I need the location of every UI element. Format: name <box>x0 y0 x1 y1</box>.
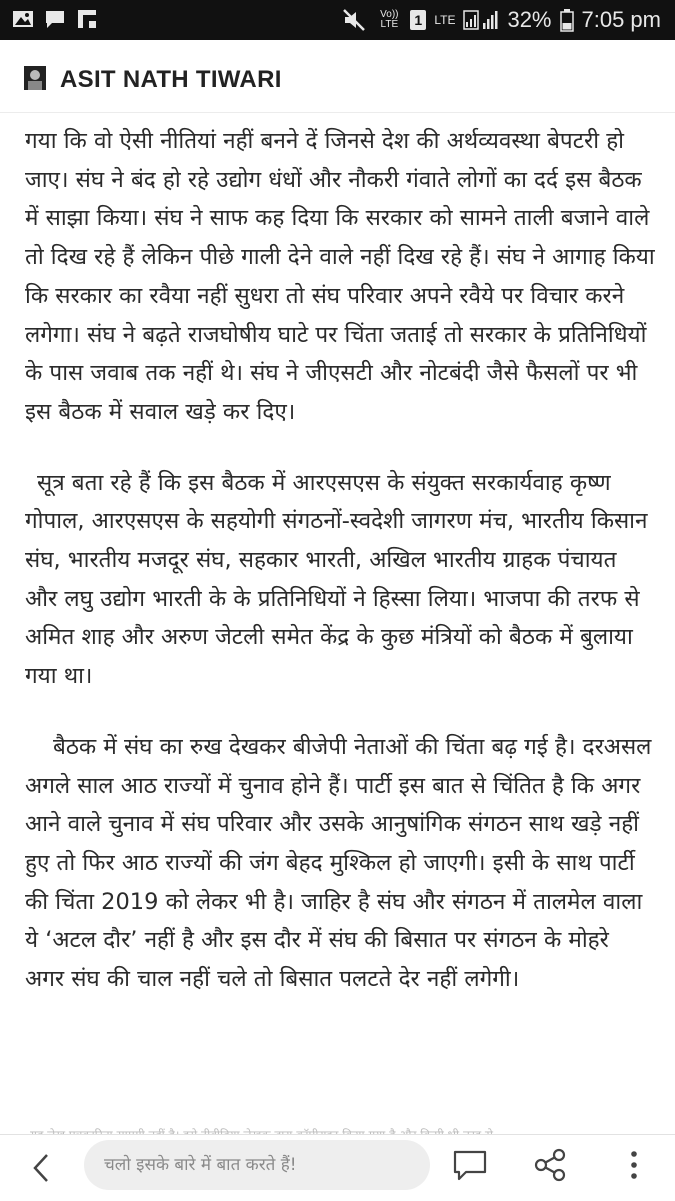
flipboard-icon <box>76 8 98 30</box>
notification-icons <box>12 8 98 30</box>
chat-input[interactable] <box>84 1140 430 1190</box>
more-vert-icon <box>629 1149 639 1181</box>
share-button[interactable] <box>530 1145 570 1185</box>
bottom-action-bar <box>0 1134 675 1201</box>
battery-icon <box>560 8 574 32</box>
comment-button[interactable] <box>450 1145 490 1185</box>
comment-icon <box>452 1148 488 1182</box>
more-options-button[interactable] <box>614 1145 654 1185</box>
share-icon <box>533 1148 567 1182</box>
article-paragraph: सूत्र बता रहे हैं कि इस बैठक में आरएसएस के संयुक्त सरकार्यवाह कृष्ण गोपाल, आरएसएस के सहयोगी संगठनों-स्वदेशी जागरण मंच, भारतीय किसान संघ, भारतीय मजदूर संघ, सहकार भारती, अखिल भारतीय ग्राहक पंचायत और लघु उद्योग भारती के के प्रतिनिधियों ने हिस्सा लिया। भाजपा की तरफ से अमित शाह और अरुण जेटली समेत केंद्र के कुछ मंत्रियों को बैठक में बुलाया गया था। <box>25 469 648 690</box>
article-paragraph: गया कि वो ऐसी नीतियां नहीं बनने दें जिनसे देश की अर्थव्यवस्था बेपटरी हो जाए। संघ ने बंद हो रहे उद्योग धंधों और नौकरी गंवाते लोगों का दर्द इस बैठक में साझा किया। संघ ने साफ कह दिया कि सरकार को सामने ताली बजाने वाले तो दिख रहे हैं लेकिन पीछे गाली देने वाले नहीं दिख रहे हैं। संघ ने आगाह किया कि सरकार का रवैया नहीं सुधरा तो संघ परिवार अपने रवैये पर विचार करने लगेगा। संघ ने बढ़ते राजघोषीय घाटे पर चिंता जताई तो सरकार के प्रतिनिधियों के पास जवाब तक नहीं थे। संघ ने जीएसटी और नोटबंदी जैसे फैसलों पर भी इस बैठक में सवाल खड़े कर दिए। <box>25 128 655 425</box>
back-chevron-icon <box>31 1152 51 1184</box>
clock: 7:05 pm <box>581 7 661 32</box>
battery-percent: 32% <box>507 7 552 32</box>
system-status <box>342 0 661 40</box>
mute-icon <box>342 8 368 32</box>
status-bar <box>0 0 675 40</box>
lte-label: LTE <box>434 13 456 27</box>
image-icon <box>12 8 34 30</box>
volte-indicator: Vo)) LTE <box>380 9 399 30</box>
article-paragraph: बैठक में संघ का रुख देखकर बीजेपी नेताओं की चिंता बढ़ गई है। दरअसल अगले साल आठ राज्यों में चुनाव होने हैं। पार्टी इस बात से चिंतित है कि अगर आने वाले चुनाव में संघ परिवार और उसके आनुषांगिक संगठन साथ खड़े नहीं हुए तो फिर आठ राज्यों की जंग बेहद मुश्किल हो जाएगी। इसी के साथ पार्टी की चिंता 2019 को लेकर भी है। जाहिर है संघ और संगठन में तालमेल वाला ये ‘अटल दौर’ नहीं है और इस दौर में संघ की बिसात पर संगठन के मोहरे अगर संघ की चाल नहीं चले तो बिसात पलटते देर नहीं लगेगी। <box>25 733 652 993</box>
article-body <box>25 122 655 999</box>
author-name[interactable]: ASIT NATH TIWARI <box>60 66 282 93</box>
sim-badge: 1 <box>410 10 426 30</box>
article-header <box>0 40 675 113</box>
author-avatar[interactable] <box>24 66 46 90</box>
message-icon <box>44 8 66 30</box>
back-button[interactable] <box>24 1147 58 1189</box>
signal-icon <box>463 9 499 31</box>
